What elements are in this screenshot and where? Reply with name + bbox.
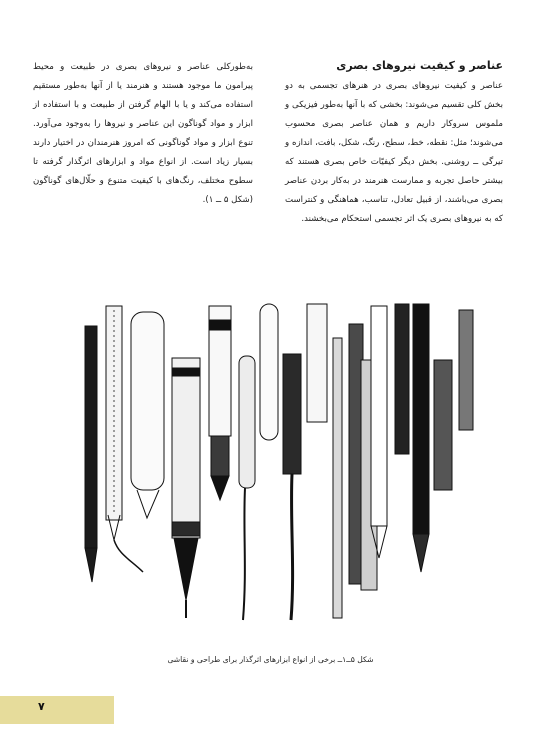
page-number-band: [0, 696, 114, 724]
page-number: ۷: [38, 700, 45, 713]
drawing-tools-svg: [71, 300, 490, 622]
left-column: [33, 58, 253, 210]
right-paragraph: عناصر و کیفیت نیروهای بصری در هنرهای تجسمی به دو بخش کلی تقسیم می‌شوند: بخشی که با آنها به‌طور فیزیکی و ملموس سروکار داریم و همان عناصر بصری محسوب می‌شوند؛ مثل: نقطه، خط، سطح، رنگ، شکل، بافت، اندازه و تیرگی ــ روشنی. بخش دیگر کیفیّات خاص بصری هستند که بیشتر حاصل تجربه و ممارست هنرمند در به‌کار بردن عناصر بصری می‌باشند، از قبیل تعادل، تناسب، هماهنگی و کنتراست که به نیروهای بصری یک اثر تجسمی استحکام می‌بخشند.: [285, 81, 503, 224]
figure-caption: شکل ۵ــ۱ــ برخی از انواع ابزارهای اثرگذار برای طراحی و نقاشی: [167, 655, 374, 664]
left-paragraph: به‌طورکلی عناصر و نیروهای بصری در طبیعت و محیط پیرامون ما موجود هستند و هنرمند یا از آنها به‌طور مستقیم استفاده می‌کند و یا با الهام گرفتن از طبیعت و با استفاده از ابزار و مواد گوناگون این عناصر و نیروها را به‌وجود می‌آورد. تنوع ابزار و مواد گوناگونی که امروز هنرمندان در اختیار دارند بسیار زیاد است. از انواع مواد و ابزارهای اثرگذار گرفته تا سطوح مختلف، رنگ‌های با کیفیت متنوع و حلّال‌های گوناگون (شکل ۵ ــ ۱).: [33, 62, 253, 205]
section-heading: عناصر و کیفیت نیروهای بصری: [336, 59, 503, 72]
drawing-tools-illustration: [71, 300, 490, 622]
right-column: [285, 58, 503, 229]
